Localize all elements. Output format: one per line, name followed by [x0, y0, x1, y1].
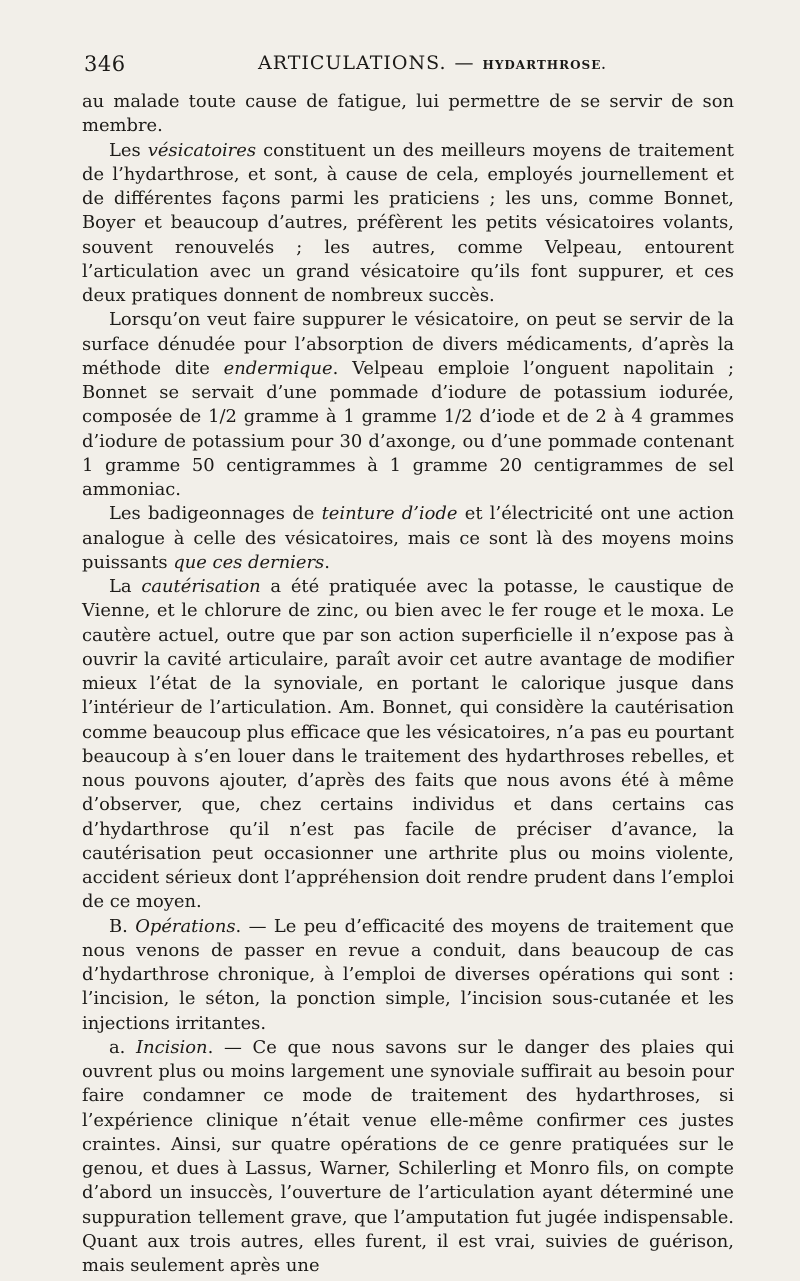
text-run: au malade toute cause de fatigue, lui permettre de se servir de son membre. — [82, 91, 734, 137]
text-run: et l’électricité ont une action analogue à celle des vésicatoires, mais ce sont là des moyens moins puissants — [82, 503, 734, 573]
text-run: La — [109, 576, 142, 597]
text-run: Lorsqu’on veut faire suppurer le vésicatoire, on peut se servir de la surface dénudée pour l’absorption de divers médicaments, d’après la méthode dite — [82, 309, 734, 379]
paragraph — [82, 308, 734, 502]
text-run: a été pratiquée avec la potasse, le caustique de Vienne, et le chlorure de zinc, ou bien avec le fer rouge et le moxa. Le cautère actuel, outre que par son action superficielle il n’expose pas à ouvrir la cavité articulaire, paraît avoir cet autre avantage de modifier mieux l’état de la synoviale, en portant le calorique jusque dans l’intérieur de l’articulation. Am. Bonnet, qui considère la cautérisation comme beaucoup plus efficace que les vésicatoires, n’a pas eu pourtant beaucoup à s’en louer dans le traitement des hydarthroses rebelles, et nous pouvons ajouter, d’après des faits que nous avons été à même d’observer, que, chez certains individus et dans certains cas d’hydarthrose qu’il n’est pas facile de préciser d’avance, la cautérisation peut occasionner une arthrite plus ou moins violente, accident sérieux dont l’appréhension doit rendre prudent dans l’emploi de ce moyen. — [82, 576, 735, 913]
paragraph — [82, 575, 734, 915]
paragraph — [82, 1036, 734, 1279]
body-text — [82, 90, 734, 1278]
running-head — [0, 52, 800, 82]
italic-term: vésicatoires — [147, 139, 257, 161]
chapter-title: ARTICULATIONS. — [258, 52, 447, 74]
text-run: constituent un des meilleurs moyens de traitement de l’hydarthrose, et sont, à cause de cela, employés journellement et de différentes façons parmi les praticiens ; les uns, comme Bonnet, Boyer et beaucoup d’autres, préfèrent les petits vésicatoires volants, souvent renouvelés ; les autres, comme Velpeau, entourent l’articulation avec un grand vésicatoire qu’ils font suppurer, et ces deux pratiques donnent de nombreux succès. — [82, 139, 734, 306]
text-run: B. — [109, 915, 136, 937]
paragraph — [82, 139, 734, 309]
paragraph — [82, 915, 734, 1036]
paragraph — [82, 502, 734, 575]
italic-term: que ces derniers — [173, 551, 325, 573]
running-title — [258, 52, 607, 74]
text-run: . Velpeau emploie l’onguent napolitain ; Bonnet se servait d’une pommade d’iodure de potassium iodurée, composée de 1/2 gramme à 1 gramme 1/2 d’iode et de 2 à 4 grammes d’iodure de potassium pour 30 d’axonge, ou d’une pommade contenant 1 gramme 50 centigrammes à 1 gramme 20 centigrammes de sel ammoniac. — [82, 357, 734, 500]
italic-term: cautérisation — [141, 576, 261, 597]
page-number: 346 — [84, 52, 126, 76]
italic-term: Incision — [136, 1036, 208, 1058]
text-run: . — Ce que nous savons sur le danger des plaies qui ouvrent plus ou moins largement une synoviale suffirait au besoin pour faire condamner ce mode de traitement des hydarthroses, si l’expérience clinique n’était venue elle-même confirmer ces justes craintes. Ainsi, sur quatre opérations de ce genre pratiquées sur le genou, et dues à Lassus, Warner, Schilerling et Monro fils, on compte d’abord un insuccès, l’ouverture de l’articulation ayant déterminé une suppuration tellement grave, que l’amputation fut jugée indispensable. Quant aux trois autres, elles furent, il est vrai, suivies de guérison, mais seulement après une — [82, 1036, 734, 1276]
italic-term: teinture d’iode — [321, 503, 458, 525]
section-title: HYDARTHROSE. — [482, 58, 607, 72]
text-run: . — Le peu d’efficacité des moyens de traitement que nous venons de passer en revue a conduit, dans beaucoup de cas d’hydarthrose chronique, à l’emploi de diverses opérations qui sont : l’incision, le séton, la ponction simple, l’incision sous-cutanée et les injections irritantes. — [82, 915, 734, 1034]
italic-term: endermique — [223, 357, 333, 379]
text-run: Les badigeonnages de — [109, 503, 322, 525]
title-separator: — — [454, 52, 475, 74]
text-run: . — [324, 551, 330, 573]
text-run: a. — [109, 1036, 137, 1058]
text-run: Les — [109, 139, 148, 161]
paragraph — [82, 90, 734, 139]
italic-term: Opérations — [135, 915, 236, 937]
